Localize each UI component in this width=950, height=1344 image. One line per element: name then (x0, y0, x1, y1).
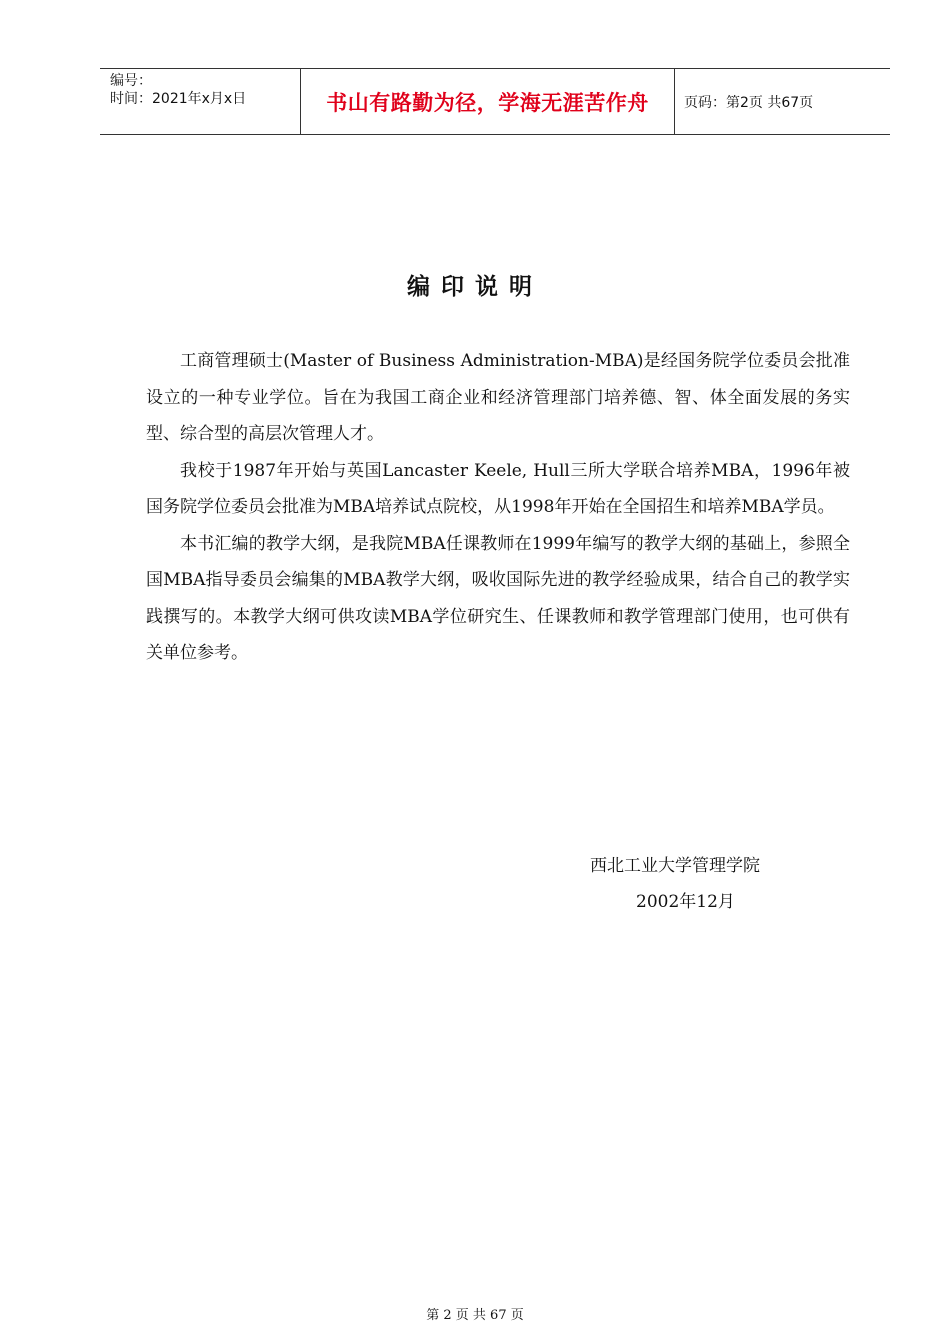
motto-text: 书山有路勤为径，学海无涯苦作舟 (326, 90, 649, 115)
body-text (146, 343, 850, 672)
page-footer: 第 2 页 共 67 页 (426, 1308, 524, 1323)
document-title: 编印说明 (407, 274, 543, 300)
signature-organization: 西北工业大学管理学院 (590, 856, 760, 876)
paragraph: 我校于1987年开始与英国Lancaster Keele, Hull三所大学联合培养MBA，1996年被国务院学位委员会批准为MBA培养试点院校，从1998年开始在全国招生和培养MBA学员。 (146, 460, 850, 517)
header-meta (100, 69, 301, 134)
header-motto-cell (301, 69, 675, 134)
paragraph: 本书汇编的教学大纲，是我院MBA任课教师在1999年编写的教学大纲的基础上，参照全国MBA指导委员会编集的MBA教学大纲，吸收国际先进的教学经验成果，结合自己的教学实践撰写的。本教学大纲可供攻读MBA学位研究生、任课教师和教学管理部门使用，也可供有关单位参考。 (146, 533, 850, 663)
number-label: 编号： (110, 73, 152, 89)
header-page-cell (675, 69, 890, 134)
page-label: 页码：第2页 共67页 (684, 94, 814, 111)
time-label: 时间：2021年x月x日 (110, 91, 247, 107)
paragraph: 工商管理硕士(Master of Business Administration-MBA)是经国务院学位委员会批准设立的一种专业学位。旨在为我国工商企业和经济管理部门培养德、智、体全面发展的务实型、综合型的高层次管理人才。 (146, 351, 850, 444)
signature-date: 2002年12月 (636, 892, 735, 912)
page-header (100, 68, 890, 135)
